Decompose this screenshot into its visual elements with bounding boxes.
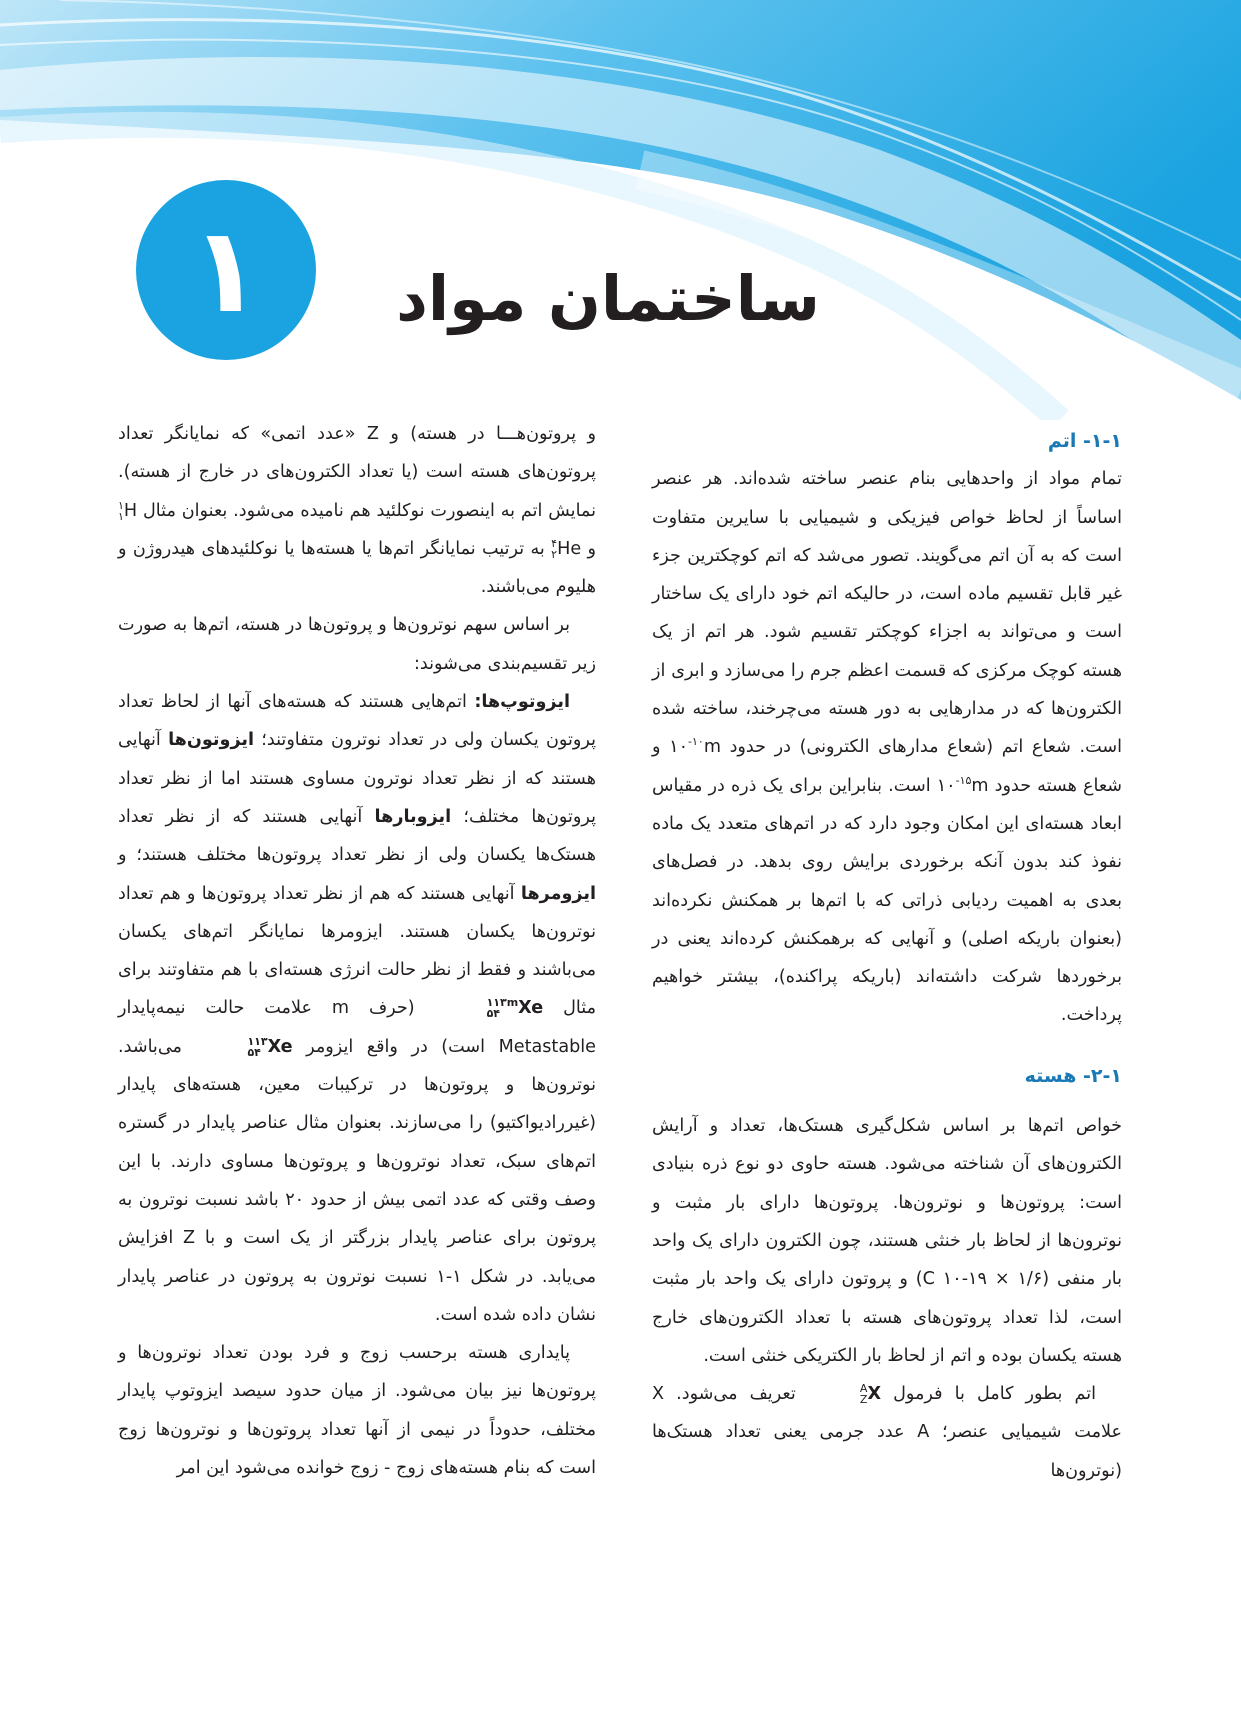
term-isobars: ایزوبارها: [374, 806, 452, 827]
text-line: ذره در مقیاس ابعاد هسته‌ای این امکان وجود دارد که در اتم‌های: [652, 775, 1122, 834]
text-line: پایدار بزرگتر از یک است و با Z افزایش می‌یابد. در شکل ۱-۱: [118, 1228, 596, 1287]
text-line: منفی (C ۱۰-۱۹ × ۱/۶) و پروتون دارای یک واحد بار مثبت است،: [652, 1269, 1122, 1328]
text-line: نسبت نوترون به پروتون در عناصر پایدار نشان داده شده است.: [118, 1266, 596, 1325]
section-heading-nucleus: ۲-۱- هسته: [1024, 1064, 1122, 1087]
text-line: است: پروتون‌ها و نوترون‌ها. پروتون‌ها دارای بار مثبت و نوترون‌ها: [652, 1192, 1122, 1251]
text-line: الکترون‌های آن شناخته می‌شود. هسته حاوی دو نوع ذره بنیادی: [652, 1154, 1122, 1175]
text-line: تمام مواد از واحدهایی بنام عنصر ساخته شده‌اند. هر عنصر اساساً: [652, 469, 1123, 528]
text-line: آنهایی هستند که هم از نظر تعداد پروتون‌ها و هم: [159, 883, 515, 904]
text-line: ترکیبات معین، هسته‌های پایدار (غیررادیواکتیو) را می‌سازند.: [118, 1075, 597, 1134]
chapter-number: ۱: [189, 201, 263, 339]
text-line: به آن اتم می‌گویند. تصور می‌شد که اتم کوچکترین جزء غیر: [652, 545, 1123, 605]
text-line: پروتون‌ها نیز بیان می‌شود. از میان حدود سیصد ایزوتوپ پایدار: [118, 1381, 596, 1402]
text-line: به ترتیب نمایانگر اتم‌ها یا هسته‌ها یا نوکلئیدهای: [201, 538, 545, 559]
text-line: تعداد نوترون‌ها یکسان هستند. ایزومرها نمایانگر اتم‌های یکسان: [118, 883, 596, 942]
text-line: اتم بطور کامل با فرمول: [893, 1384, 1097, 1405]
text-line: است که بنام هسته‌های زوج - زوج خوانده می‌شود این امر: [176, 1458, 596, 1479]
text-line: مثال: [563, 998, 597, 1019]
text-line: اتم‌هایی هستند که هسته‌های آنها از لحاظ: [160, 692, 467, 713]
paragraph-nucleus: [652, 1107, 1122, 1375]
text-line: تعریف می‌شود. X علامت: [652, 1384, 1122, 1443]
atom-radius-value: $۱۰^{-۱۰}m$: [669, 735, 721, 758]
text-line: بیشتر خواهیم پرداخت.: [652, 967, 1122, 1026]
text-line: از لحاظ بار خنثی هستند، چون الکترون دارای یک واحد بار: [652, 1230, 1122, 1290]
text-line: و شعاع هسته حدود: [652, 737, 1123, 796]
text-line: (حرف m علامت حالت نیمه‌پایدار Metastable: [118, 998, 596, 1057]
text-line: همکنش نکرده‌اند (بعنوان باریکه اصلی) و آنهایی که برهمکنش: [652, 890, 1122, 949]
right-column: [652, 422, 1122, 1490]
paragraph-stability: [118, 1334, 596, 1487]
paragraph-classification: [118, 606, 596, 683]
chapter-number-badge: [136, 180, 316, 360]
left-column: [118, 415, 596, 1487]
text-line: اتمی بیش از حدود ۲۰ باشد نسبت نوترون به پروتون برای عناصر: [118, 1189, 596, 1249]
text-line: است. بنابراین برای یک: [762, 775, 931, 796]
text-line: است) در واقع ایزومر: [306, 1036, 486, 1057]
text-line: لذا تعداد پروتون‌های هسته با تعداد الکترون‌های خارج هسته: [652, 1307, 1122, 1366]
text-line: قابل تقسیم ماده است، در حالیکه اتم خود دارای یک ساختار: [652, 584, 1092, 605]
text-line: کرده‌اند یعنی در برخوردها شرکت داشته‌اند (باریکه پراکنده)،: [652, 928, 1122, 988]
text-line: آنهایی هستند که از نظر تعداد: [118, 806, 363, 827]
text-line: شیمیایی عنصر؛ A عدد جرمی یعنی تعداد هستک‌ها (نوترون‌ها: [652, 1422, 1122, 1481]
text-line: نمایش اتم به اینصورت نوکلئید هم نامیده می‌شود. بعنوان مثال: [143, 500, 597, 521]
text-line: نوترون‌ها و پروتون‌ها مساوی دارند. با این وصف وقتی که عدد: [118, 1151, 597, 1210]
term-isomers: ایزومرها: [520, 883, 597, 904]
paragraph-continued: [118, 415, 596, 606]
paragraph-formula: [652, 1375, 1122, 1490]
text-line: هسته کوچک مرکزی که قسمت اعظم جرم را می‌سازد و ابری: [671, 660, 1123, 681]
text-line: تعداد پروتون یکسان ولی در تعداد نوترون متفاوتند؛: [118, 692, 596, 751]
xenon-metastable-nuclide: ۱۱۳m ۵۴ Xe: [486, 996, 544, 1021]
text-line: آنهایی هستند که از نظر تعداد نوترون مساوی هستند اما از نظر: [118, 730, 597, 789]
term-isotopes: ایزوتوپ‌ها:: [474, 692, 571, 713]
xenon-nuclide: ۱۱۳ ۵۴ Xe: [247, 1034, 293, 1059]
text-line: از الکترون‌ها که در مدارهایی به دور هسته می‌چرخند، ساخته: [652, 660, 1122, 720]
text-line: خواص اتم‌ها بر اساس شکل‌گیری هستک‌ها، تعداد و آرایش: [652, 1116, 1122, 1137]
helium-nuclide: ۴ ۲ He: [551, 536, 582, 561]
nuclide-formula: A Z X: [859, 1382, 882, 1407]
nucleus-radius-value: $۱۰^{-۱۵}m$: [936, 773, 989, 796]
text-line: مختلف، حدوداً در نیمی از آنها تعداد پروتون‌ها و نوترون‌ها زوج: [118, 1419, 596, 1440]
text-line: متعدد یک ماده نفوذ کند بدون آنکه برخوردی برایش روی: [652, 813, 1122, 873]
text-line: بر اساس سهم نوترون‌ها و پروتون‌ها در هسته، اتم‌ها به: [172, 615, 571, 636]
text-line: از لحاظ خواص فیزیکی و شیمیایی با سایرین متفاوت است که: [652, 507, 1122, 566]
hydrogen-nuclide: ۱ ۱ H: [118, 498, 138, 523]
text-line: بعنوان مثال عناصر پایدار در گستره اتم‌های سبک، تعداد: [118, 1113, 597, 1172]
text-line: هیدروژن و هلیوم می‌باشند.: [118, 538, 596, 598]
text-line: می‌باشد. نوترون‌ها و پروتون‌ها در: [118, 1036, 596, 1096]
text-line: پایداری هسته برحسب زوج و فرد بودن تعداد نوترون‌ها و: [118, 1343, 570, 1364]
text-line: و پروتون‌هـــا در هسته) و Z «عدد اتمی» که نمایانگر تعداد: [118, 424, 596, 444]
text-line: بدهد. در فصل‌های بعدی به اهمیت ردیابی ذراتی که با اتم‌ها بر: [652, 852, 1122, 911]
text-line: یکسان بوده و اتم از لحاظ بار الکتریکی خنثی است.: [703, 1345, 1077, 1366]
text-line: و: [587, 538, 597, 559]
text-line: صورت زیر تقسیم‌بندی می‌شوند:: [118, 615, 596, 674]
text-line: می‌باشند و فقط از نظر حالت انرژی هسته‌ای با هم متفاوتند برای: [118, 960, 596, 981]
chapter-title: ساختمان مواد: [396, 262, 820, 335]
text-line: شده است. شعاع اتم (شعاع مدارهای الکترونی) در حدود: [652, 699, 1123, 758]
term-isotones: ایزوتون‌ها: [168, 730, 255, 751]
text-line: تعداد پروتون‌ها مختلف؛: [118, 768, 596, 827]
text-line: است و می‌تواند به اجزاء کوچکتر تقسیم شود. هر اتم از یک: [652, 622, 1122, 643]
text-line: هستک‌ها یکسان ولی از نظر تعداد پروتون‌ها مختلف هستند؛ و: [118, 845, 596, 866]
paragraph-isotopes: [118, 683, 596, 1334]
text-line: پروتون‌های هسته است (یا تعداد الکترون‌های در خارج از هسته).: [118, 462, 596, 483]
section-heading-atom: ۱-۱- اتم: [1047, 430, 1122, 452]
paragraph-atom: [652, 460, 1122, 1034]
